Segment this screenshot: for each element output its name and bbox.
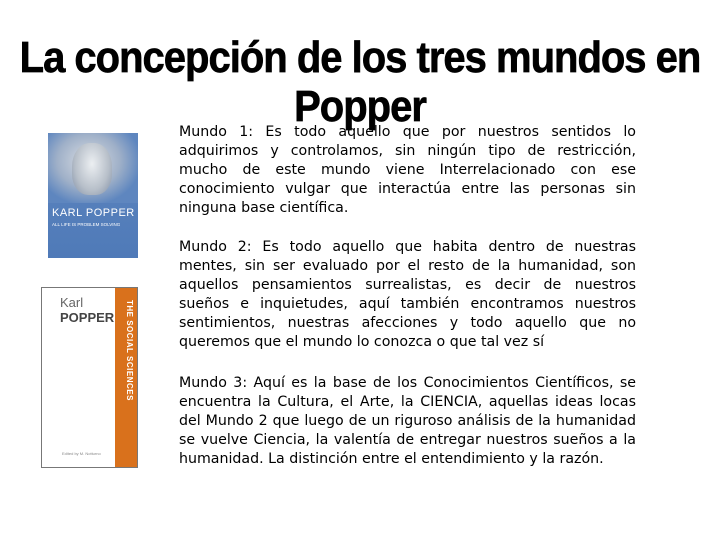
book-cover-author-last: POPPER: [60, 310, 115, 325]
slide-title: La concepción de los tres mundos en Popper: [19, 34, 701, 131]
author-portrait: [72, 143, 112, 195]
book-cover-social-sciences: [41, 287, 138, 468]
paragraph-mundo-1: Mundo 1: Es todo aquello que por nuestros sentidos lo adquirimos y controlamos, sin ningún tipo de restricción, mucho de este mundo viene Interrelacionado con ese conocimiento vulgar que interactúa entre las personas sin ninguna base científica.: [179, 124, 636, 216]
book-cover-all-life-is-problem-solving: [48, 133, 138, 258]
book-cover-footer: Edited by M. Notturno: [62, 451, 101, 456]
book-cover-subtitle: ALL LIFE IS PROBLEM SOLVING: [52, 222, 121, 227]
book-cover-author-first: Karl: [60, 295, 84, 310]
paragraph-mundo-2: Mundo 2: Es todo aquello que habita dentro de nuestras mentes, sin ser evaluado por el resto de la humanidad, son aquellos pensamientos surrealistas, es decir de nuestros sueños e inquietudes, aquí también encontramos nuestros sentimientos, nuestras afecciones y todo aquello que no queremos que el mundo lo conozca o que tal vez sí: [179, 239, 636, 350]
paragraph-mundo-3: Mundo 3: Aquí es la base de los Conocimientos Científicos, se encuentra la Cultura, el Arte, la CIENCIA, aquellas ideas locas del Mundo 2 que luego de un riguroso análisis de la humanidad se vuelve Ciencia, la valentía de entregar nuestros sueños a la humanidad. La distinción entre el entendimiento y la razón.: [179, 375, 636, 467]
book-cover-author: KARL POPPER: [52, 207, 135, 219]
